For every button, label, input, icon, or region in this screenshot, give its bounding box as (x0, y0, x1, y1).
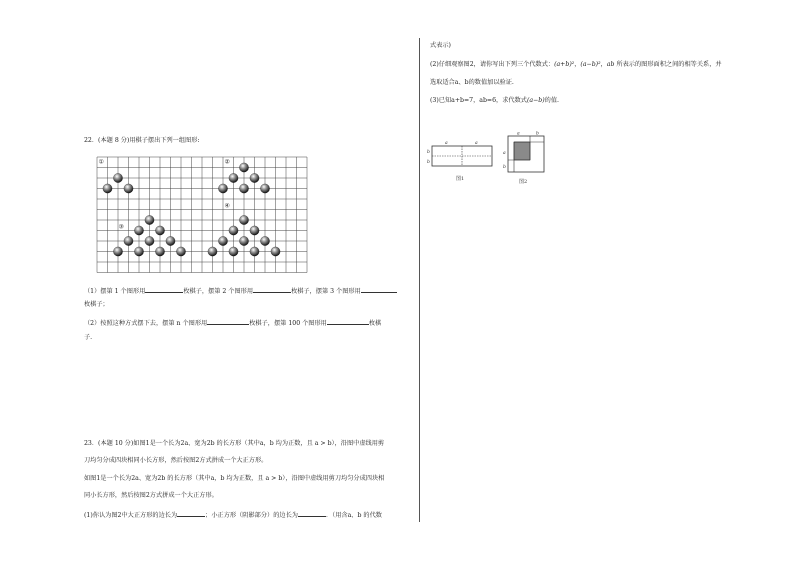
expr-sep-2: ， (600, 61, 607, 68)
fig2-label-a-top: a (517, 131, 520, 137)
q23-sub2-line1 (430, 61, 722, 69)
q23-sub2-text: (2)仔细观察图2，请你写出下列三个代数式： (430, 61, 555, 68)
chess-stone (260, 184, 269, 193)
fig-label-2: ② (224, 158, 230, 166)
q23-sub1-part2: ；小正方形（阴影部分）的边长为 (205, 512, 298, 519)
chess-stone (145, 236, 154, 245)
fig-label-1: ① (98, 158, 104, 166)
chess-stone (250, 173, 259, 182)
fig2-shaded-square (514, 142, 530, 160)
q23-sub2-text-tail: 所表示的图形面积之间的相等关系，并 (614, 61, 722, 68)
chess-stone (145, 215, 154, 224)
chess-stone (208, 247, 217, 256)
q22-sub1-part2: 枚棋子，摆第 2 个图形用 (183, 288, 254, 295)
fig1-label-b-bottom: b (427, 160, 430, 165)
fig1-caption: 图1 (456, 176, 465, 182)
expr-ab: ab (606, 61, 615, 68)
answer-blank-1[interactable] (145, 286, 183, 293)
q23-sub2-line2: 选取适合a、b的数值加以验证. (430, 79, 514, 86)
chess-stone (218, 184, 227, 193)
fig1-label-a1: a (445, 141, 448, 146)
q22-sub2-part1: （2）按照这种方式摆下去，摆第 n 个图形用 (84, 320, 208, 327)
chess-stone (218, 236, 227, 245)
answer-blank-7[interactable] (298, 510, 326, 517)
chess-stone (113, 247, 122, 256)
figure-2 (500, 130, 552, 186)
q22-sub1-line (84, 286, 397, 296)
chess-stone (239, 163, 248, 172)
q23-sub3-tail: 的值. (544, 97, 560, 104)
chess-stone (260, 236, 269, 245)
expr-sep-1: ， (574, 61, 581, 68)
chess-stone (155, 247, 164, 256)
q23-sub1-part1: (1)你认为图2中大正方形的边长为 (84, 512, 178, 519)
answer-blank-2[interactable] (253, 286, 291, 293)
chess-stone (239, 184, 248, 193)
chess-stone (271, 247, 280, 256)
column-divider (419, 38, 420, 522)
chess-stone (155, 226, 164, 235)
figure-1 (426, 136, 498, 184)
chess-stone (229, 247, 238, 256)
fig2-label-b-top: b (536, 131, 539, 137)
expr-a-plus-b-squared: (a+b)² (554, 61, 575, 68)
expr-a-minus-b: (a−b) (527, 97, 545, 104)
q22-sub1-tail: 枚棋子； (84, 301, 109, 308)
q22-sub2-line (84, 318, 381, 328)
chess-stone (176, 247, 185, 256)
fig2-label-a-left: a (503, 151, 506, 156)
q22-sub1-part3: 枚棋子，摆第 3 个图形用 (291, 288, 361, 295)
fig2-label-b-left: b (503, 165, 506, 170)
chess-stone (134, 247, 143, 256)
chess-stone (229, 173, 238, 182)
fig-label-3: ③ (118, 223, 124, 231)
q22-header: 22．(本题 8 分)用棋子摆出下列一组图形: (84, 137, 200, 144)
chess-grid-figure (95, 155, 310, 276)
fig2-caption: 图2 (519, 179, 528, 185)
q22-sub2-tail: 子. (84, 334, 93, 341)
answer-blank-6[interactable] (177, 510, 205, 517)
q23-line-2: 刀均匀分成四块相同小长方形，然后按图2方式拼成一个大正方形。 (84, 457, 268, 464)
chess-stone (124, 236, 133, 245)
fig-label-4: ④ (224, 202, 230, 210)
chess-stone (250, 247, 259, 256)
chess-stone (103, 184, 112, 193)
expr-a-minus-b-squared: (a−b)² (580, 61, 601, 68)
q23-sub3-text: (3)已知a+b=7，ab=6，求代数式 (430, 97, 527, 104)
q23-sub1-line (84, 510, 382, 520)
q23-line-4: 同小长方形，然后按图2方式拼成一个大正方形。 (84, 492, 218, 499)
answer-blank-5[interactable] (327, 318, 369, 325)
fig1-label-a2: a (475, 141, 478, 146)
chess-stone (239, 215, 248, 224)
answer-blank-3[interactable] (361, 286, 397, 293)
q22-sub1-part1: （1）摆第 1 个图形用 (84, 288, 146, 295)
chess-stone (124, 184, 133, 193)
q23-line-3: 如图1是一个长为2a、宽为2b 的长方形（其中a，b 均为正数，且 a > b），沿图中虚线用剪刀均匀分成四块相 (84, 475, 385, 482)
q23-continuation-line: 式表示) (430, 42, 451, 49)
chess-stone (166, 236, 175, 245)
q23-sub3-line (430, 97, 559, 105)
chess-stone (134, 226, 143, 235)
chess-stone (250, 226, 259, 235)
chess-stone (229, 226, 238, 235)
q23-sub1-part3: ．（用含a、b 的代数 (325, 512, 382, 519)
fig1-label-b-top: b (427, 150, 430, 155)
answer-blank-4[interactable] (207, 318, 249, 325)
q23-line-1: 23．(本题 10 分)如图1是一个长为2a、宽为2b 的长方形（其中a，b 均为正数，且 a > b），沿图中虚线用剪 (84, 440, 385, 447)
q22-sub2-part3: 枚棋 (368, 320, 382, 327)
chess-stone (113, 173, 122, 182)
chess-stone (239, 236, 248, 245)
q22-sub2-part2: 枚棋子，摆第 100 个图形用 (249, 320, 327, 327)
